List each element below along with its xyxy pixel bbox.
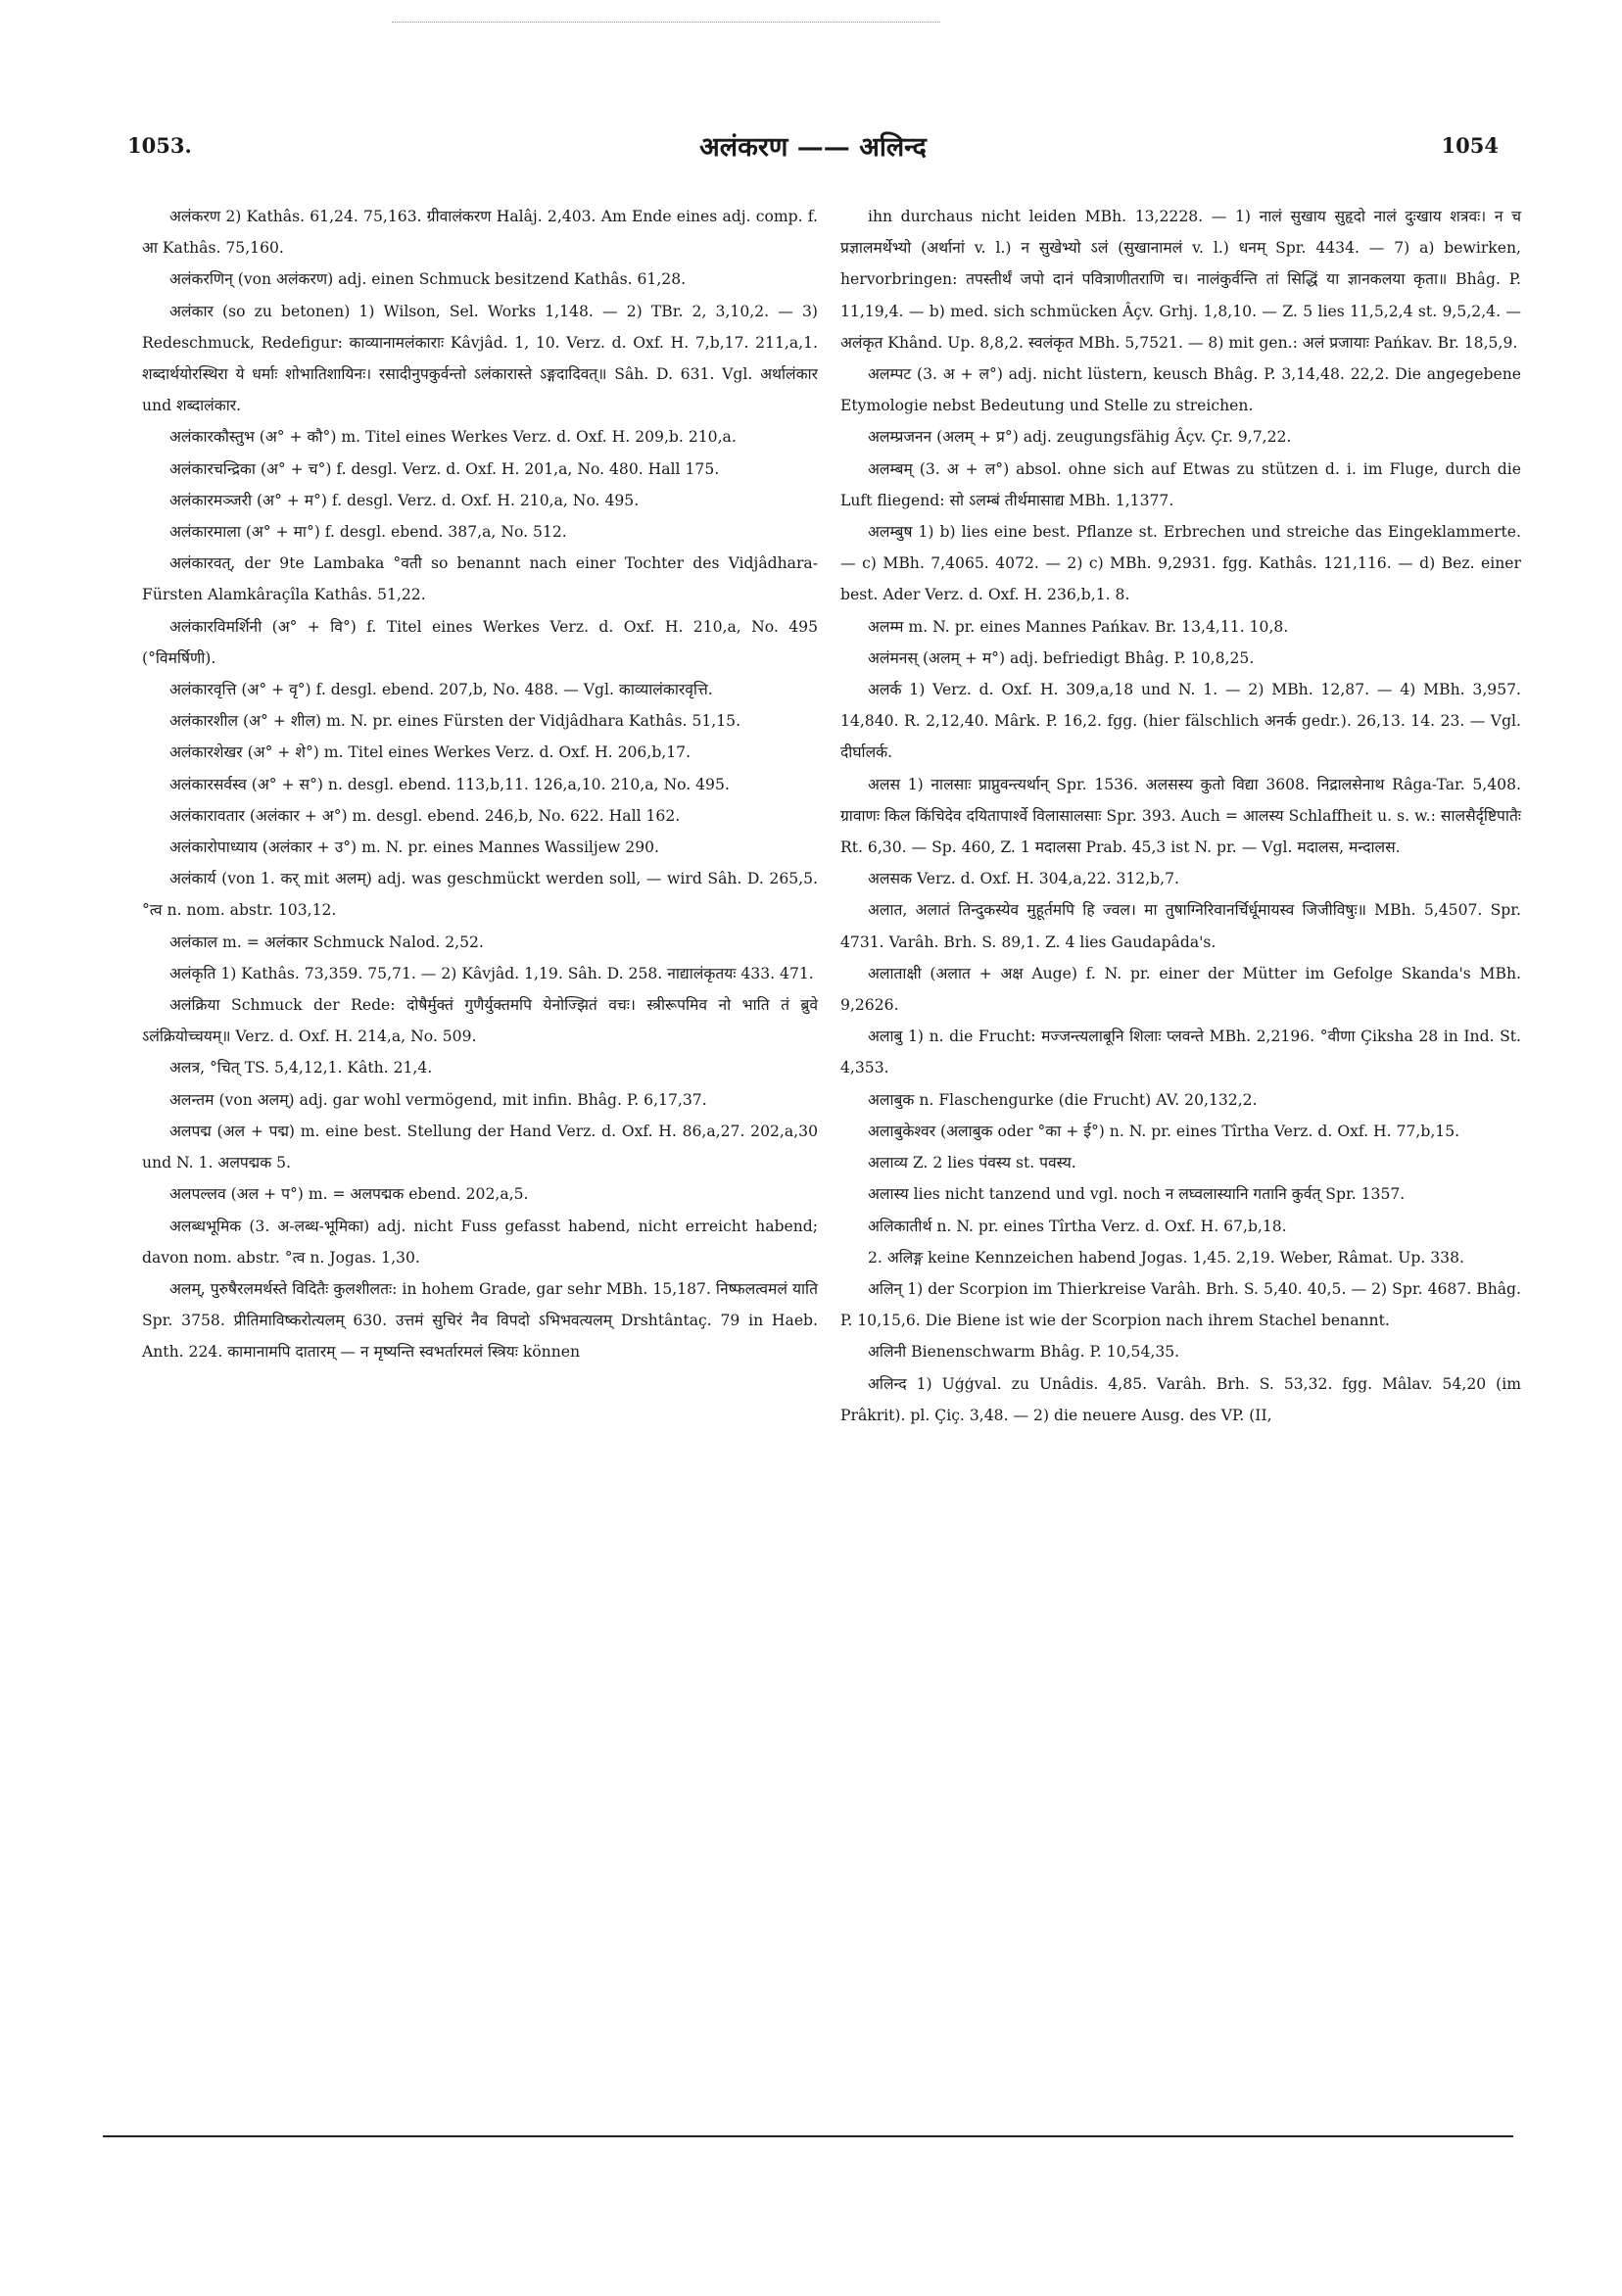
dictionary-entry: अलंकारकौस्तुभ (अ° + कौ°) m. Titel eines Werkes Verz. d. Oxf. H. 209,b. 210,a. <box>169 428 737 447</box>
dictionary-entry: अलंकार्य (von 1. कर् mit अलम्) adj. was geschmückt werden soll, — wird Sâh. D. 265,5. °त्व n. nom. abstr. 103,12. <box>142 870 818 920</box>
dictionary-entry: अलंकारवत्, der 9te Lambaka °वती so benannt nach einer Tochter des Vidjâdhara-Fürsten Alamkâraçîla Kathâs. 51,22. <box>142 554 818 604</box>
dictionary-entry: अलाबु 1) n. die Frucht: मज्जन्त्यलाबूनि शिलाः प्लवन्ते MBh. 2,2196. °वीणा Çiksha 28 in Ind. St. 4,353. <box>840 1028 1521 1077</box>
dictionary-entry: अलंकारचन्द्रिका (अ° + च°) f. desgl. Verz. d. Oxf. H. 201,a, No. 480. Hall 175. <box>169 459 720 478</box>
dictionary-entry: अलिकातीर्थ n. N. pr. eines Tîrtha Verz. d. Oxf. H. 67,b,18. <box>868 1217 1287 1235</box>
dictionary-entry: अलिन् 1) der Scorpion im Thierkreise Varâh. Brh. S. 5,40. 40,5. — 2) Spr. 4687. Bhâg. P. 10,15,6. Die Biene ist wie der Scorpion nach ihrem Stachel benannt. <box>840 1279 1521 1330</box>
dictionary-entry: अलत्र, °चित् TS. 5,4,12,1. Kâth. 21,4. <box>169 1059 433 1077</box>
dictionary-entry: अलंकारवृत्ति (अ° + वृ°) f. desgl. ebend. 207,b, No. 488. — Vgl. काव्यालंकारवृत्ति. <box>169 681 713 699</box>
dictionary-entry: अलम्पट (3. अ + ल°) adj. nicht lüstern, keusch Bhâg. P. 3,14,48. 22,2. Die angegebene Etymologie nebst Bedeutung und Stelle zu streichen. <box>840 365 1521 415</box>
dictionary-entry: अलंमनस् (अलम् + म°) adj. befriedigt Bhâg. P. 10,8,25. <box>868 648 1255 667</box>
dictionary-entry: अलपद्म (अल + पद्म) m. eine best. Stellung der Hand Verz. d. Oxf. H. 86,a,27. 202,a,30 und N. 1. अलपद्मक 5. <box>142 1122 818 1172</box>
page-number-right: 1054 <box>1441 133 1499 158</box>
dictionary-entry: अलाबुक n. Flaschengurke (die Frucht) AV. 20,132,2. <box>868 1090 1258 1109</box>
dictionary-entry: अलम्प्रजनन (अलम् + प्र°) adj. zeugungsfähig Âçv. Çr. 9,7,22. <box>868 428 1292 447</box>
dictionary-entry: अलिनी Bienenschwarm Bhâg. P. 10,54,35. <box>868 1343 1180 1362</box>
dictionary-entry: ihn durchaus nicht leiden MBh. 13,2228. — 1) नालं सुखाय सुहृदो नालं दुःखाय शत्रवः। न च प्रज्ञालमर्थेभ्यो (अर्थानां v. l.) न सुखेभ्यो ऽलं (सुखानामलं v. l.) धनम् Spr. 4434. — 7) a) bewirken, hervorbringen: तपस्तीर्थं जपो दानं पवित्राणीतराणि च। नालंकुर्वन्ति तां सिद्धिं या ज्ञानकलया कृता॥ Bhâg. P. 11,19,4. — b) med. sich schmücken Âçv. Grhj. 1,8,10. — Z. 5 lies 11,5,2,4 st. 9,5,2,4. — अलंकृत Khând. Up. 8,8,2. स्वलंकृत MBh. 5,7521. — 8) mit gen.: अलं प्रजायाः Pańkav. Br. 18,5,9. <box>840 208 1521 352</box>
dictionary-entry: अलंकारसर्वस्व (अ° + स°) n. desgl. ebend. 113,b,11. 126,a,10. 210,a, No. 495. <box>169 775 730 793</box>
page-header <box>127 127 1499 167</box>
dictionary-entry: अलंकारविमर्शिनी (अ° + वि°) f. Titel eines Werkes Verz. d. Oxf. H. 210,a, No. 495 (°विमर्षिणी). <box>142 617 818 667</box>
dictionary-entry: अलंकारमञ्जरी (अ° + म°) f. desgl. Verz. d. Oxf. H. 210,a, No. 495. <box>169 491 640 509</box>
dictionary-entry: अलाताक्षी (अलात + अक्ष Auge) f. N. pr. einer der Mütter im Gefolge Skanda's MBh. 9,2626. <box>840 964 1521 1015</box>
dictionary-entry: अलंकारशेखर (अ° + शे°) m. Titel eines Werkes Verz. d. Oxf. H. 206,b,17. <box>169 743 692 762</box>
dictionary-entry: अलम्बुष 1) b) lies eine best. Pflanze st. Erbrechen und streiche das Eingeklammerte. — c) MBh. 7,4065. 4072. — 2) c) MBh. 9,2931. fgg. Kathâs. 121,116. — d) Bez. einer best. Ader Verz. d. Oxf. H. 236,b,1. 8. <box>840 523 1521 604</box>
dictionary-entry: अलंकाल m. = अलंकार Schmuck Nalod. 2,52. <box>169 933 484 951</box>
dictionary-entry: अलम्म m. N. pr. eines Mannes Pańkav. Br. 13,4,11. 10,8. <box>868 617 1289 636</box>
dictionary-entry: अलात, अलातं तिन्दुकस्येव मुहूर्तमपि हि ज्वल। मा तुषाग्निरिवानर्चिर्धूमायस्व जिजीविषुः॥ MBh. 5,4507. Spr. 4731. Varâh. Brh. S. 89,1. Z. 4 lies Gaudapâda's. <box>840 901 1521 951</box>
dictionary-entry: अलाव्य Z. 2 lies पंवस्य st. पवस्य. <box>868 1154 1076 1172</box>
dictionary-entry: अलन्तम (von अलम्) adj. gar wohl vermögend, mit infin. Bhâg. P. 6,17,37. <box>169 1090 707 1109</box>
dictionary-entry: अलम्बम् (3. अ + ल°) absol. ohne sich auf Etwas zu stützen d. i. im Fluge, durch die Luft fliegend: सो ऽलम्बं तीर्थमासाद्य MBh. 1,1377. <box>840 459 1521 509</box>
dictionary-entry: अलंकारावतार (अलंकार + अ°) m. desgl. ebend. 246,b, No. 622. Hall 162. <box>169 806 681 825</box>
dictionary-entry: अलसक Verz. d. Oxf. H. 304,a,22. 312,b,7. <box>868 870 1179 888</box>
dictionary-entry: अलंकारमाला (अ° + मा°) f. desgl. ebend. 387,a, No. 512. <box>169 523 567 542</box>
dictionary-entry: अलब्धभूमिक (3. अ-लब्ध-भूमिका) adj. nicht Fuss gefasst habend, nicht erreicht habend; davon nom. abstr. °त्व n. Jogas. 1,30. <box>142 1217 818 1267</box>
dictionary-entry: अलंकृति 1) Kathâs. 73,359. 75,71. — 2) Kâvjâd. 1,19. Sâh. D. 258. नाद्यालंकृतयः 433. 471. <box>169 964 814 982</box>
dictionary-entry: अलंकरणिन् (von अलंकरण) adj. einen Schmuck besitzend Kathâs. 61,28. <box>169 270 687 289</box>
dictionary-entry: अलाबुकेश्वर (अलाबुक oder °का + ई°) n. N. pr. eines Tîrtha Verz. d. Oxf. H. 77,b,15. <box>868 1122 1460 1140</box>
dictionary-entry: अलपल्लव (अल + प°) m. = अलपद्मक ebend. 202,a,5. <box>169 1185 529 1204</box>
dictionary-entry: अलंकरण 2) Kathâs. 61,24. 75,163. ग्रीवालंकरण Halâj. 2,403. Am Ende eines adj. comp. f. आ Kathâs. 75,160. <box>142 208 818 258</box>
page-number-left: 1053. <box>127 133 192 158</box>
running-title: अलंकरण —— अलिन्द <box>699 132 927 163</box>
dictionary-entry: अलंकारोपाध्याय (अलंकार + उ°) m. N. pr. eines Mannes Wassiljew 290. <box>169 838 660 857</box>
dictionary-entry: अलम्, पुरुषैरलमर्थस्ते विदितैः कुलशीलतः: in hohem Grade, gar sehr MBh. 15,187. निष्फलत्वमलं याति Spr. 3758. प्रीतिमाविष्करोत्यलम् 630. उत्तमं सुचिरं नैव विपदो ऽभिभवत्यलम् Drshtântaç. 79 in Haeb. Anth. 224. कामानामपि दातारम् — न मृष्यन्ति स्वभर्तारमलं स्त्रियः können <box>142 1279 818 1362</box>
dictionary-entry: अलिन्द 1) Uģģval. zu Unâdis. 4,85. Varâh. Brh. S. 53,32. fgg. Mâlav. 54,20 (im Prâkrit). pl. Çiç. 3,48. — 2) die neuere Ausg. des VP. (II, <box>840 1374 1521 1424</box>
footer-rule <box>103 2135 1513 2137</box>
dictionary-entry: अलंक्रिया Schmuck der Rede: दोषैर्मुक्तं गुणैर्युक्तमपि येनोज्झितं वचः। स्त्रीरूपमिव नो भाति तं ब्रुवे ऽलंक्रियोच्चयम्॥ Verz. d. Oxf. H. 214,a, No. 509. <box>142 996 818 1046</box>
scan-speck-line <box>392 22 940 23</box>
dictionary-entry: अलंकारशील (अ° + शील) m. N. pr. eines Fürsten der Vidjâdhara Kathâs. 51,15. <box>169 712 741 731</box>
dictionary-entry: अलंकार (so zu betonen) 1) Wilson, Sel. Works 1,148. — 2) TBr. 2, 3,10,2. — 3) Redeschmuck, Redefigur: काव्यानामलंकाराः Kâvjâd. 1, 10. Verz. d. Oxf. H. 7,b,17. 211,a,1. शब्दार्थयोरस्थिरा ये धर्माः शोभातिशायिनः। रसादीनुपकुर्वन्तो ऽलंकारास्ते ऽङ्गदादिवत्॥ Sâh. D. 631. Vgl. अर्थालंकार und शब्दालंकार. <box>142 302 818 415</box>
dictionary-entry: अलर्क 1) Verz. d. Oxf. H. 309,a,18 und N. 1. — 2) MBh. 12,87. — 4) MBh. 3,957. 14,840. R. 2,12,40. Mârk. P. 16,2. fgg. (hier fälschlich अनर्क gedr.). 26,13. 14. 23. — Vgl. दीर्घालर्क. <box>840 681 1521 762</box>
dictionary-entry: 2. अलिङ्ग keine Kennzeichen habend Jogas. 1,45. 2,19. Weber, Râmat. Up. 338. <box>868 1248 1464 1267</box>
right-column <box>840 201 1521 1431</box>
dictionary-entry: अलस 1) नालसाः प्राप्नुवन्त्यर्थान् Spr. 1536. अलसस्य कुतो विद्या 3608. निद्रालसेनाथ Râga-Tar. 5,408. ग्रावाणः किल किंचिदेव दयितापार्श्वे विलासालसाः Spr. 393. Auch = आलस्य Schlaffheit u. s. w.: सालसैर्दृष्टिपातैः Rt. 6,30. — Sp. 460, Z. 1 मदालसा Prab. 45,3 ist N. pr. — Vgl. मदालस, मन्दालस. <box>840 775 1521 857</box>
left-column <box>142 201 818 1368</box>
dictionary-entry: अलास्य lies nicht tanzend und vgl. noch न लघ्वलास्यानि गतानि कुर्वत् Spr. 1357. <box>868 1185 1406 1204</box>
